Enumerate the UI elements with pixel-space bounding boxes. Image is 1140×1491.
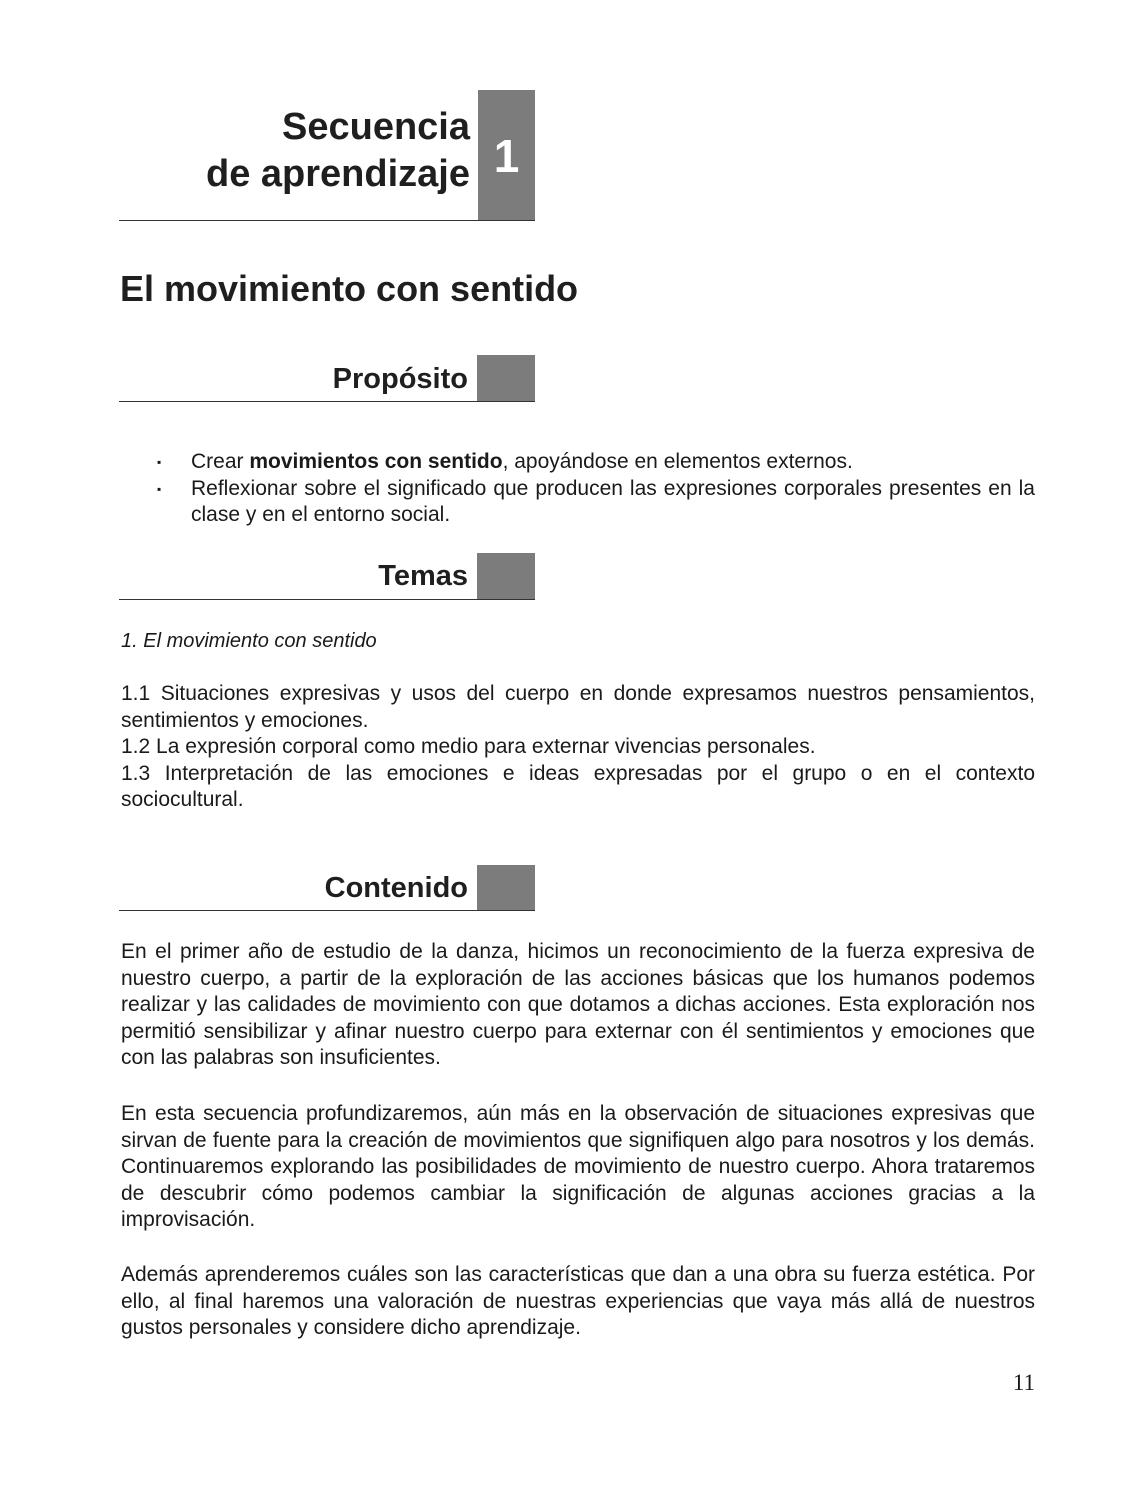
section-marker-box-temas (477, 553, 535, 599)
bullet-text-end: , apoyándose en elementos externos. (502, 450, 853, 473)
bullet-text: Crear (191, 450, 250, 473)
section-heading-proposito: Propósito (332, 363, 468, 395)
section-divider-contenido (119, 910, 535, 911)
section-marker-box-proposito (477, 355, 535, 401)
sequence-number: 1 (493, 129, 520, 182)
section-divider-temas (119, 599, 535, 600)
theme-title: 1. El movimiento con sentido (121, 630, 377, 652)
section-marker-box-contenido (477, 865, 535, 911)
sequence-divider (119, 220, 535, 221)
section-heading-contenido: Contenido (324, 872, 468, 904)
theme-item: 1.1 Situaciones expresivas y usos del cuerpo en donde expresamos nuestros pensamientos, sentimientos y emociones. (121, 682, 1035, 732)
theme-item: 1.3 Interpretación de las emociones e ideas expresadas por el grupo o en el contexto sociocultural. (121, 761, 1035, 811)
bullet-icon: ▪ (157, 455, 162, 469)
bullet-bold-text: movimientos con sentido (249, 450, 503, 473)
bullet-icon: ▪ (157, 481, 162, 496)
list-item (157, 449, 1035, 476)
theme-item: 1.2 La expresión corporal como medio para externar vivencias personales. (121, 735, 816, 758)
content-paragraph-3: Además aprenderemos cuáles son las características que dan a una obra su fuerza estética. Por ello, al final haremos una valoración de nuestras experiencias que vaya más allá de nuestros gustos personales y considere dicho aprendizaje. (121, 1263, 1035, 1339)
purpose-list (157, 449, 1035, 529)
theme-items (121, 681, 1035, 814)
bullet-text: Reflexionar sobre el significado que producen las expresiones corporales presentes en la clase y en el entorno social. (191, 476, 1035, 526)
content-paragraph-2: En esta secuencia profundizaremos, aún más en la observación de situaciones expresivas que sirvan de fuente para la creación de movimientos que signifiquen algo para nosotros y los demás. Continuaremos explorando las posibilidades de movimiento de nuestro cuerpo. Ahora trataremos de descubrir cómo podemos cambiar la significación de algunas acciones gracias a la improvisación. (121, 1102, 1035, 1231)
content-paragraph-1: En el primer año de estudio de la danza, hicimos un reconocimiento de la fuerza expresiva de nuestro cuerpo, a partir de la exploración de las acciones básicas que los humanos podemos realizar y las calidades de movimiento con que dotamos a dichas acciones. Esta exploración nos permitió sensibilizar y afinar nuestro cuerpo para externar con él sentimientos y emociones que con las palabras son insuficientes. (121, 940, 1035, 1069)
sequence-title-line1: Secuencia (282, 106, 470, 148)
section-divider-proposito (119, 401, 535, 402)
section-heading-temas: Temas (378, 560, 468, 592)
page-number: 11 (1012, 1370, 1035, 1395)
sequence-title-line2: de aprendizaje (206, 153, 470, 195)
list-item (157, 476, 1035, 529)
page-title: El movimiento con sentido (120, 268, 579, 309)
sequence-title (120, 104, 470, 198)
sequence-number-box (478, 90, 535, 221)
